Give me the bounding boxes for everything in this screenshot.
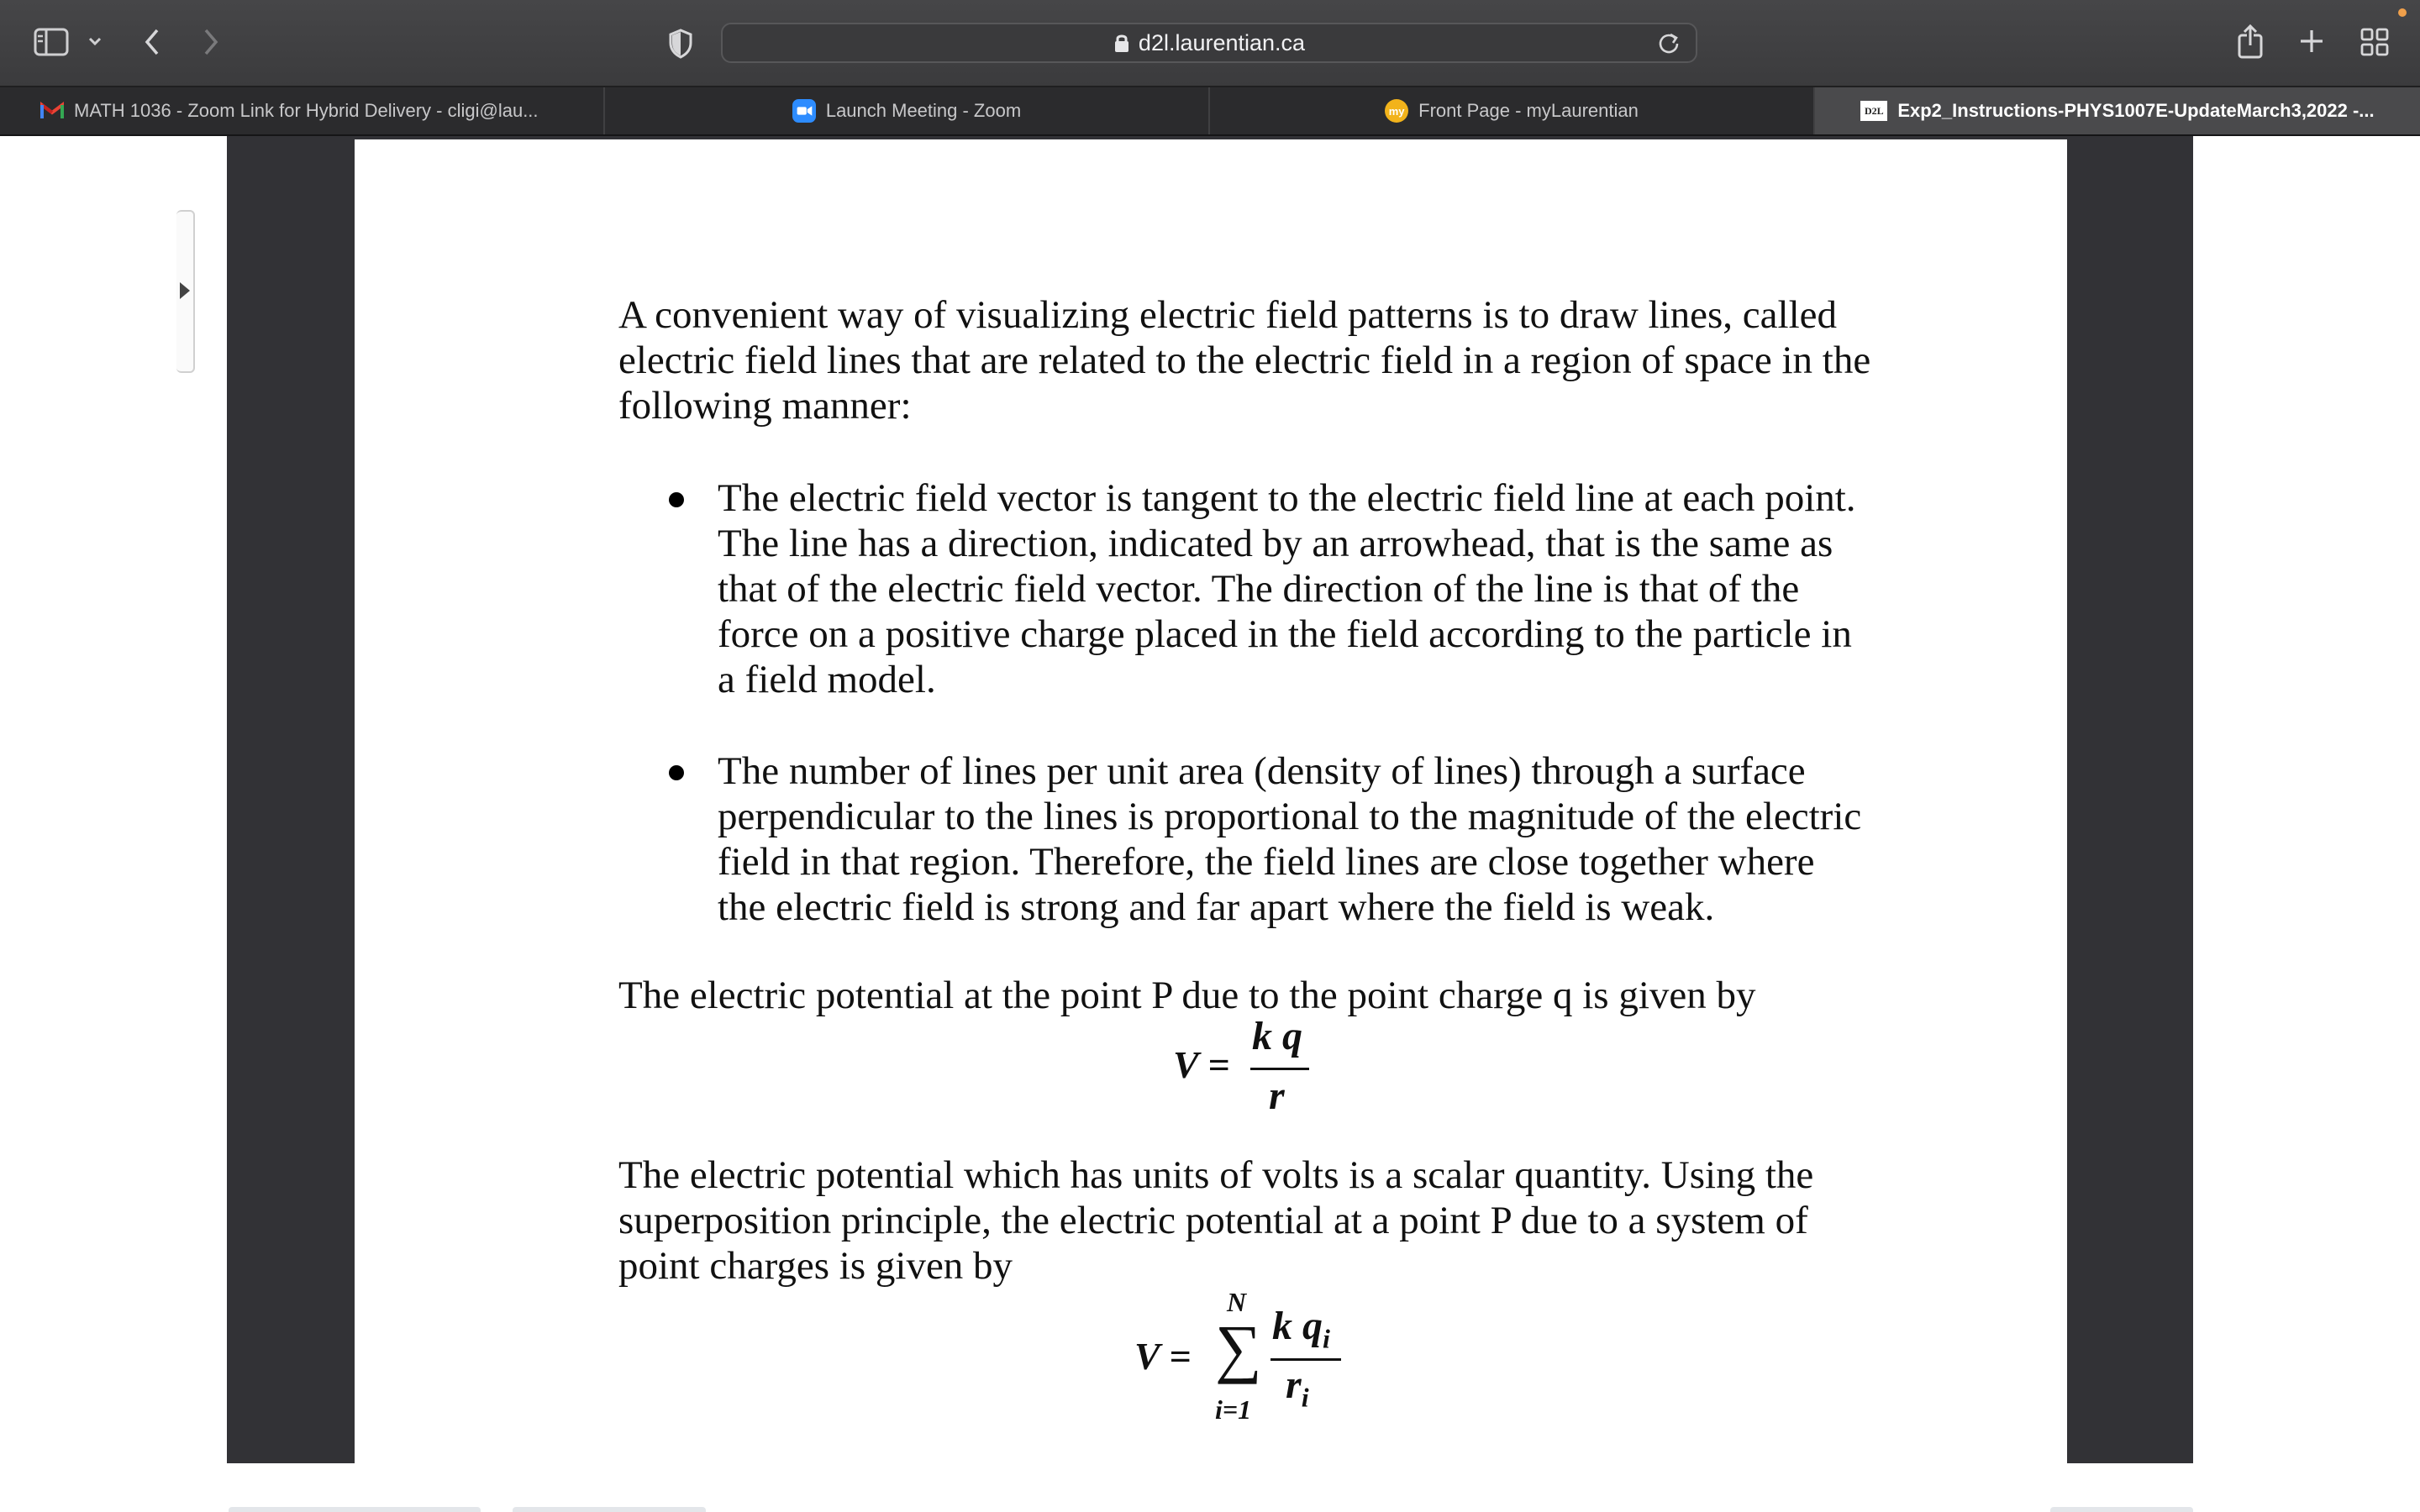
- formula-denominator: r: [1269, 1074, 1285, 1118]
- superposition-paragraph: [618, 1152, 1813, 1289]
- reload-icon[interactable]: [1657, 31, 1681, 60]
- text-line: The line has a direction, indicated by an arrowhead, that is the same as: [718, 522, 1833, 565]
- formula-numerator: k q: [1252, 1014, 1302, 1058]
- text-line: The electric potential which has units of volts is a scalar quantity. Using the: [618, 1153, 1814, 1197]
- tab-overview-icon[interactable]: [2360, 27, 2390, 57]
- tab-bar: [0, 87, 2420, 136]
- text-line: that of the electric field vector. The direction of the line is that of the: [718, 567, 1800, 611]
- summation-symbol: ∑: [1215, 1311, 1262, 1384]
- formula-lhs: V =: [1134, 1335, 1192, 1378]
- text-line: The number of lines per unit area (density of lines) through a surface: [718, 749, 1806, 793]
- tab-exp2-instructions[interactable]: [1815, 87, 2420, 134]
- tab-label: MATH 1036 - Zoom Link for Hybrid Delivery - cligi@lau...: [74, 100, 539, 121]
- lock-icon: [1113, 33, 1130, 53]
- text-line: point charges is given by: [618, 1244, 1013, 1288]
- denominator-r: r: [1286, 1362, 1302, 1407]
- tab-math-zoom-link[interactable]: [0, 87, 605, 134]
- tab-label: Exp2_Instructions-PHYS1007E-UpdateMarch3,2022 -...: [1897, 100, 2375, 121]
- back-icon[interactable]: [139, 25, 165, 59]
- browser-toolbar: [0, 0, 2420, 87]
- intro-paragraph: [618, 292, 1870, 428]
- privacy-shield-icon[interactable]: [666, 27, 696, 60]
- caret-right-icon: [180, 282, 190, 299]
- potential-intro: The electric potential at the point P due to the point charge q is given by: [618, 974, 1756, 1017]
- text-line: the electric field is strong and far apart where the field is weak.: [718, 885, 1715, 929]
- text-line: a field model.: [718, 658, 936, 701]
- forward-icon[interactable]: [198, 25, 224, 59]
- d2l-icon: D2L: [1860, 101, 1887, 121]
- viewer-bottom-tab[interactable]: [229, 1507, 481, 1512]
- tab-label: Launch Meeting - Zoom: [825, 100, 1022, 121]
- formula-numerator: [1272, 1304, 1330, 1362]
- viewer-bottom-tab[interactable]: [2050, 1507, 2193, 1512]
- bullet-item-density: [718, 748, 1861, 930]
- text-line: A convenient way of visualizing electric field patterns is to draw lines, called: [618, 293, 1838, 337]
- share-icon[interactable]: [2235, 22, 2265, 60]
- notification-dot: [2398, 8, 2407, 17]
- sum-lower-limit: i=1: [1215, 1394, 1252, 1425]
- sidebar-toggle-icon[interactable]: [34, 27, 69, 57]
- viewer-bottom-tab[interactable]: [513, 1507, 706, 1512]
- numerator-kq: k q: [1272, 1304, 1323, 1348]
- bullet-point: [669, 765, 684, 780]
- denominator-subscript: i: [1301, 1382, 1309, 1413]
- zoom-icon: [792, 99, 816, 123]
- mylaurentian-icon: my: [1385, 99, 1408, 123]
- text-line: force on a positive charge placed in the field according to the particle in: [718, 612, 1852, 656]
- gmail-icon: [40, 99, 64, 123]
- sidebar-expand-handle[interactable]: [176, 210, 195, 373]
- text-line: The electric field vector is tangent to the electric field line at each point.: [718, 476, 1856, 520]
- bullet-item-tangent: [718, 475, 1856, 702]
- chevron-down-icon[interactable]: [86, 32, 104, 50]
- bullet-point: [669, 492, 684, 507]
- fraction-bar: [1250, 1068, 1309, 1070]
- tab-front-page-mylaurentian[interactable]: [1210, 87, 1815, 134]
- text-line: following manner:: [618, 384, 912, 428]
- tab-label: Front Page - myLaurentian: [1418, 100, 1639, 121]
- numerator-subscript: i: [1323, 1323, 1330, 1354]
- url-text: d2l.laurentian.ca: [1138, 29, 1306, 55]
- fraction-bar: [1270, 1358, 1341, 1361]
- text-line: superposition principle, the electric potential at a point P due to a system of: [618, 1199, 1808, 1242]
- text-line: electric field lines that are related to the electric field in a region of space in the: [618, 339, 1871, 382]
- formula-lhs: V =: [1173, 1043, 1230, 1086]
- text-line: perpendicular to the lines is proportional to the magnitude of the electric: [718, 795, 1862, 838]
- sum-upper-limit: N: [1227, 1287, 1247, 1317]
- text-line: field in that region. Therefore, the field lines are close together where: [718, 840, 1815, 884]
- formula-denominator: [1286, 1362, 1309, 1420]
- new-tab-icon[interactable]: [2297, 27, 2326, 55]
- address-bar[interactable]: [721, 23, 1697, 63]
- tab-launch-meeting-zoom[interactable]: [605, 87, 1210, 134]
